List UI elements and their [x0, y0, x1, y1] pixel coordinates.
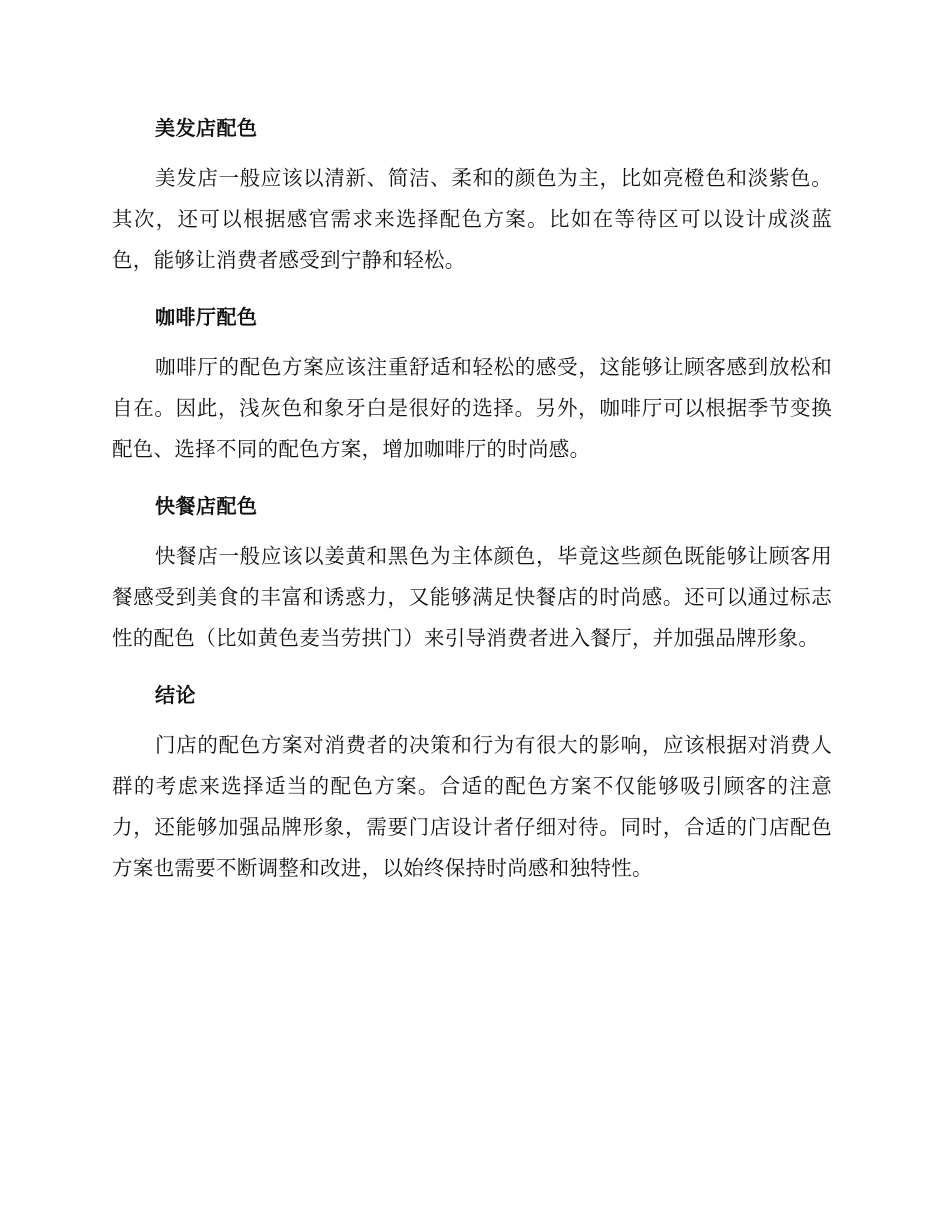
section-paragraph-salon: 美发店一般应该以清新、简洁、柔和的颜色为主，比如亮橙色和淡紫色。其次，还可以根据感官需求来选择配色方案。比如在等待区可以设计成淡蓝色，能够让消费者感受到宁静和轻松。 — [112, 166, 832, 272]
section-paragraph-cafe: 咖啡厅的配色方案应该注重舒适和轻松的感受，这能够让顾客感到放松和自在。因此，浅灰色和象牙白是很好的选择。另外，咖啡厅可以根据季节变换配色、选择不同的配色方案，增加咖啡厅的时尚感。 — [112, 355, 832, 461]
section-heading-fastfood: 快餐店配色 — [155, 494, 258, 518]
section-paragraph-conclusion: 门店的配色方案对消费者的决策和行为有很大的影响，应该根据对消费人群的考虑来选择适当的配色方案。合适的配色方案不仅能够吸引顾客的注意力，还能够加强品牌形象，需要门店设计者仔细对待。同时，合适的门店配色方案也需要不断调整和改进，以始终保持时尚感和独特性。 — [112, 733, 832, 880]
document-body — [112, 108, 832, 905]
section-heading-salon: 美发店配色 — [155, 116, 258, 140]
section-heading-conclusion: 结论 — [155, 683, 196, 707]
section-heading-cafe: 咖啡厅配色 — [155, 305, 258, 329]
section-paragraph-fastfood: 快餐店一般应该以姜黄和黑色为主体颜色，毕竟这些颜色既能够让顾客用餐感受到美食的丰富和诱惑力，又能够满足快餐店的时尚感。还可以通过标志性的配色（比如黄色麦当劳拱门）来引导消费者进入餐厅，并加强品牌形象。 — [112, 544, 832, 650]
